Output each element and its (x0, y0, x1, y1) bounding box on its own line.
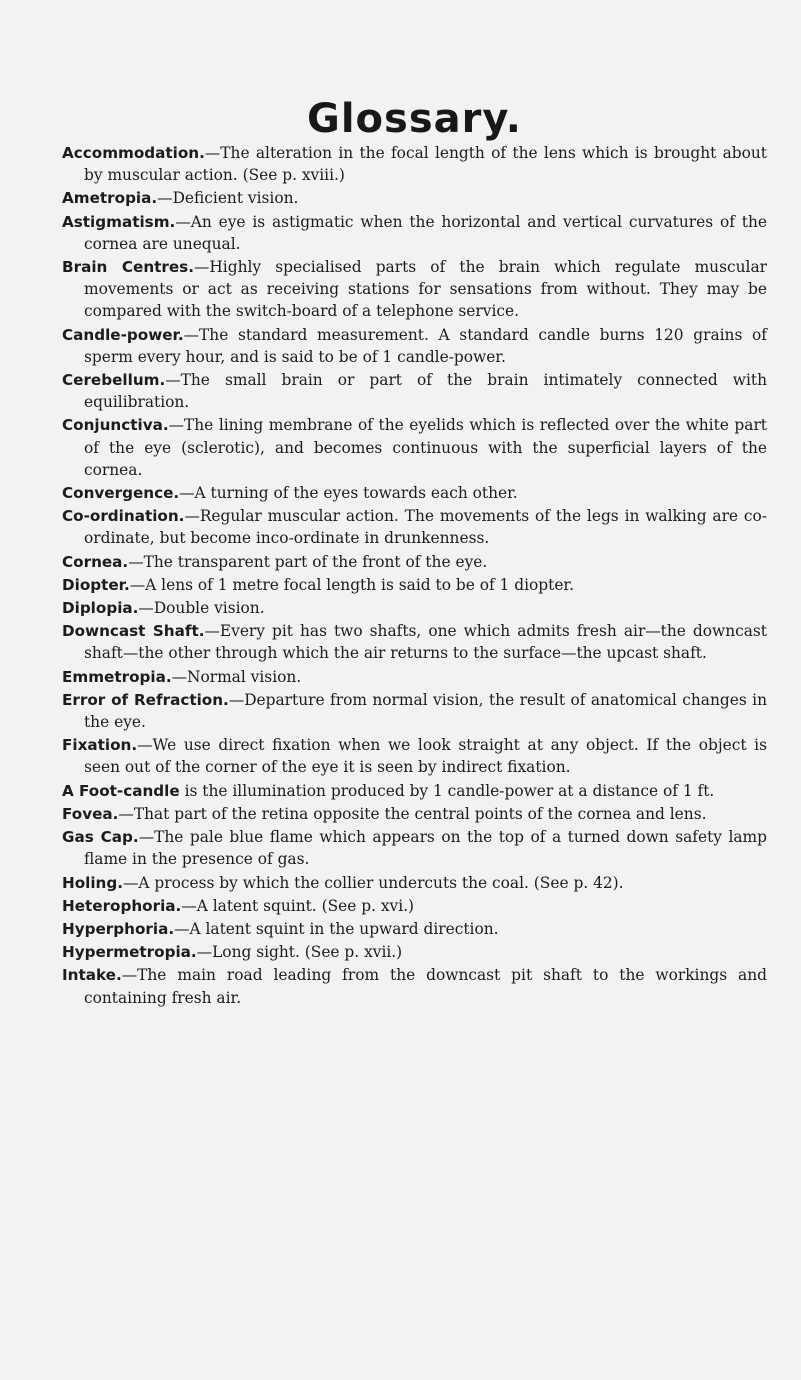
glossary-term: Cerebellum. (62, 371, 166, 390)
glossary-definition: —Departure from normal vision, the result of anatomical changes in the eye. (84, 690, 767, 732)
glossary-term: Ametropia. (62, 189, 158, 208)
glossary-entry (62, 826, 767, 870)
glossary-term: Fovea. (62, 804, 119, 823)
glossary-definition: —A latent squint. (See p. xvi.) (181, 896, 415, 915)
glossary-definition: —Double vision. (138, 599, 265, 618)
glossary-definition: —Normal vision. (171, 667, 302, 686)
glossary-definition: —Every pit has two shafts, one which admits fresh air—the downcast shaft—the other through which the air returns to the surface—the upcast shaft. (84, 622, 767, 663)
glossary-definition: —A process by which the collier undercuts the coal. (See p. 42). (123, 873, 624, 892)
glossary-entry (62, 187, 767, 209)
glossary-term: Hypermetropia. (62, 943, 197, 962)
glossary-entry (62, 689, 767, 733)
glossary-entry (62, 872, 767, 894)
glossary-entry (62, 142, 767, 186)
glossary-term: Gas Cap. (62, 828, 139, 847)
glossary-term: Cornea. (62, 552, 129, 571)
glossary-term: Astigmatism. (62, 212, 176, 231)
glossary-entry (62, 574, 767, 596)
glossary-entry (62, 505, 767, 549)
glossary-definition: —A lens of 1 metre focal length is said to be of 1 diopter. (129, 575, 574, 594)
glossary-definition: —Regular muscular action. The movements of the legs in walking are co-ordinate, but become inco-ordinate in drunkenness. (84, 507, 767, 548)
glossary-entry (62, 414, 767, 481)
glossary-entry (62, 780, 767, 802)
glossary-entry (62, 895, 767, 917)
glossary-definition: —The small brain or part of the brain intimately connected with equilibration. (84, 371, 767, 412)
glossary-term: Hyperphoria. (62, 919, 175, 938)
glossary-entry (62, 964, 767, 1008)
glossary-definition: —We use direct fixation when we look straight at any object. If the object is seen out of the corner of the eye it is seen by indirect fixation. (84, 736, 767, 777)
glossary-definition: —A turning of the eyes towards each other. (179, 484, 518, 503)
glossary-term: Convergence. (62, 484, 180, 503)
glossary-definition: —An eye is astigmatic when the horizontal and vertical curvatures of the cornea are unequal. (84, 212, 767, 253)
glossary-term: Intake. (62, 966, 122, 985)
glossary-term: Heterophoria. (62, 896, 182, 915)
glossary-list (62, 142, 767, 1009)
glossary-term: Emmetropia. (62, 667, 172, 686)
glossary-entry (62, 597, 767, 619)
glossary-entry (62, 482, 767, 504)
glossary-definition: —That part of the retina opposite the central points of the cornea and lens. (118, 804, 707, 823)
glossary-entry (62, 211, 767, 255)
glossary-definition: is the illumination produced by 1 candle-power at a distance of 1 ft. (179, 781, 715, 800)
glossary-term: Conjunctiva. (62, 416, 169, 435)
glossary-entry (62, 918, 767, 940)
page-title: Glossary. (307, 96, 522, 142)
glossary-definition: —The main road leading from the downcast pit shaft to the workings and containing fresh air. (84, 966, 767, 1007)
glossary-term: Diplopia. (62, 599, 139, 618)
glossary-definition: —Highly specialised parts of the brain which regulate muscular movements or act as receiving stations for sensations from without. They may be compared with the switch-board of a telephone service. (84, 258, 767, 321)
glossary-entry (62, 256, 767, 323)
glossary-entry (62, 941, 767, 963)
glossary-term: Candle-power. (62, 325, 184, 344)
glossary-entry (62, 324, 767, 368)
glossary-term: Error of Refraction. (62, 690, 229, 709)
glossary-definition: —Deficient vision. (157, 189, 299, 208)
glossary-definition: —The standard measurement. A standard candle burns 120 grains of sperm every hour, and is said to be of 1 candle-power. (84, 325, 767, 366)
glossary-entry (62, 369, 767, 413)
glossary-entry (62, 666, 767, 688)
glossary-term: Holing. (62, 873, 124, 892)
glossary-definition: —The alteration in the focal length of the lens which is brought about by muscular action. (See p. xviii.) (84, 144, 767, 185)
glossary-term: A Foot-candle (62, 781, 180, 800)
glossary-definition: —A latent squint in the upward direction. (174, 919, 499, 938)
glossary-term: Fixation. (62, 736, 138, 755)
glossary-term: Diopter. (62, 575, 130, 594)
glossary-entry (62, 734, 767, 778)
glossary-entry (62, 620, 767, 664)
glossary-term: Co-ordination. (62, 507, 185, 526)
glossary-entry (62, 803, 767, 825)
glossary-term: Brain Centres. (62, 258, 194, 277)
glossary-definition: —The transparent part of the front of the eye. (128, 552, 488, 571)
glossary-term: Accommodation. (62, 144, 205, 162)
glossary-definition: —The pale blue flame which appears on the top of a turned down safety lamp flame in the presence of gas. (84, 828, 767, 869)
glossary-entry (62, 551, 767, 573)
glossary-term: Downcast Shaft. (62, 622, 205, 641)
glossary-definition: —Long sight. (See p. xvii.) (196, 943, 403, 962)
glossary-definition: —The lining membrane of the eyelids which is reflected over the white part of the eye (sclerotic), and becomes continuous with the superficial layers of the cornea. (84, 416, 767, 479)
